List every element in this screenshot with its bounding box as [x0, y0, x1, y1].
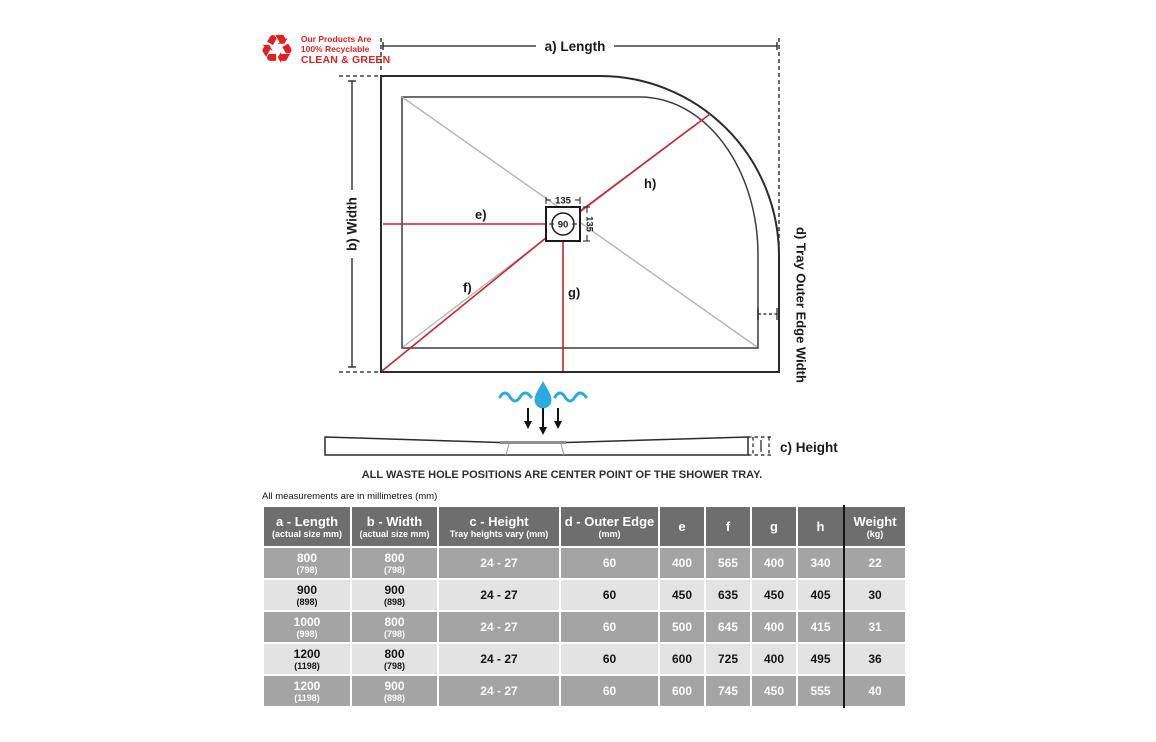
cell-d: 60 [561, 676, 658, 706]
cell-e: 500 [660, 612, 704, 642]
recycle-icon: ♻ [259, 28, 295, 72]
cell-c: 24 - 27 [439, 548, 559, 578]
cell-g: 400 [752, 644, 796, 674]
cell-weight: 36 [845, 644, 905, 674]
cell-a: 900 (898) [264, 580, 350, 610]
cell-f: 635 [706, 580, 750, 610]
logo-line-3: CLEAN & GREEN [300, 54, 391, 66]
cell-g: 450 [752, 676, 796, 706]
spec-row-5 [264, 676, 905, 706]
header-row [264, 507, 905, 546]
cell-f: 565 [706, 548, 750, 578]
cell-d: 60 [561, 644, 658, 674]
waste-hole [546, 207, 580, 241]
cell-h: 405 [798, 580, 843, 610]
cell-g: 400 [752, 548, 796, 578]
flow-arrows [524, 408, 562, 435]
cell-d: 60 [561, 612, 658, 642]
label-h: h) [644, 176, 657, 191]
cell-b: 800 (798) [352, 644, 437, 674]
spec-table [262, 505, 907, 708]
cell-e: 600 [660, 676, 704, 706]
waste-diameter-label: 90 [557, 219, 569, 231]
water-flow-icon [500, 381, 586, 435]
cell-e: 600 [660, 644, 704, 674]
cell-d: 60 [561, 548, 658, 578]
water-drop-icon [535, 381, 552, 409]
col-header-f: f [706, 507, 750, 546]
cell-g: 450 [752, 580, 796, 610]
col-header-c: c - Height Tray heights vary (mm) [439, 507, 559, 546]
spec-row-3 [264, 612, 905, 642]
spec-row-4 [264, 644, 905, 674]
cell-a: 800 (798) [264, 548, 350, 578]
col-header-b: b - Width (actual size mm) [352, 507, 437, 546]
waste-dim-top-label: 135 [555, 195, 571, 207]
length-label: a) Length [544, 39, 606, 54]
label-e: e) [475, 207, 487, 222]
cell-e: 400 [660, 548, 704, 578]
cell-weight: 30 [845, 580, 905, 610]
cell-c: 24 - 27 [439, 612, 559, 642]
cell-f: 645 [706, 612, 750, 642]
col-header-d: d - Outer Edge (mm) [561, 507, 658, 546]
wave-left-icon [500, 393, 531, 401]
waste-dim-side-label: 135 [583, 216, 595, 232]
cell-a: 1200 (1198) [264, 676, 350, 706]
outer-edge-label: d) Tray Outer Edge Width [793, 227, 809, 383]
profile-view [325, 437, 748, 455]
cell-weight: 40 [845, 676, 905, 706]
dimension-height [748, 437, 838, 455]
cell-c: 24 - 27 [439, 644, 559, 674]
cell-a: 1000 (998) [264, 612, 350, 642]
col-header-g: g [752, 507, 796, 546]
cell-h: 555 [798, 676, 843, 706]
cell-c: 24 - 27 [439, 580, 559, 610]
cell-f: 725 [706, 644, 750, 674]
cell-h: 415 [798, 612, 843, 642]
cell-h: 495 [798, 644, 843, 674]
height-label: c) Height [780, 440, 838, 455]
label-g: g) [568, 285, 581, 300]
col-header-e: e [660, 507, 704, 546]
units-note: All measurements are in millimetres (mm) [262, 491, 438, 502]
logo-line-1: Our Products Are [300, 34, 372, 44]
cell-weight: 22 [845, 548, 905, 578]
dimension-width [339, 76, 378, 372]
cell-d: 60 [561, 580, 658, 610]
cell-b: 800 (798) [352, 612, 437, 642]
weight-column-divider [843, 505, 845, 708]
spec-row-2 [264, 580, 905, 610]
cell-c: 24 - 27 [439, 676, 559, 706]
cell-e: 450 [660, 580, 704, 610]
wave-right-icon [555, 393, 586, 401]
waste-position-note: ALL WASTE HOLE POSITIONS ARE CENTER POINT OF THE SHOWER TRAY. [361, 469, 763, 481]
cell-h: 340 [798, 548, 843, 578]
cell-g: 400 [752, 612, 796, 642]
col-header-weight: Weight (kg) [845, 507, 905, 546]
cell-b: 900 (898) [352, 580, 437, 610]
label-f: f) [463, 280, 472, 295]
cell-weight: 31 [845, 612, 905, 642]
col-header-h: h [798, 507, 843, 546]
cell-a: 1200 (1198) [264, 644, 350, 674]
width-label: b) Width [344, 197, 360, 251]
logo-line-2: 100% Recyclable [300, 44, 370, 54]
cell-b: 800 (798) [352, 548, 437, 578]
spec-row-1 [264, 548, 905, 578]
cell-b: 900 (898) [352, 676, 437, 706]
cell-f: 745 [706, 676, 750, 706]
col-header-a: a - Length (actual size mm) [264, 507, 350, 546]
